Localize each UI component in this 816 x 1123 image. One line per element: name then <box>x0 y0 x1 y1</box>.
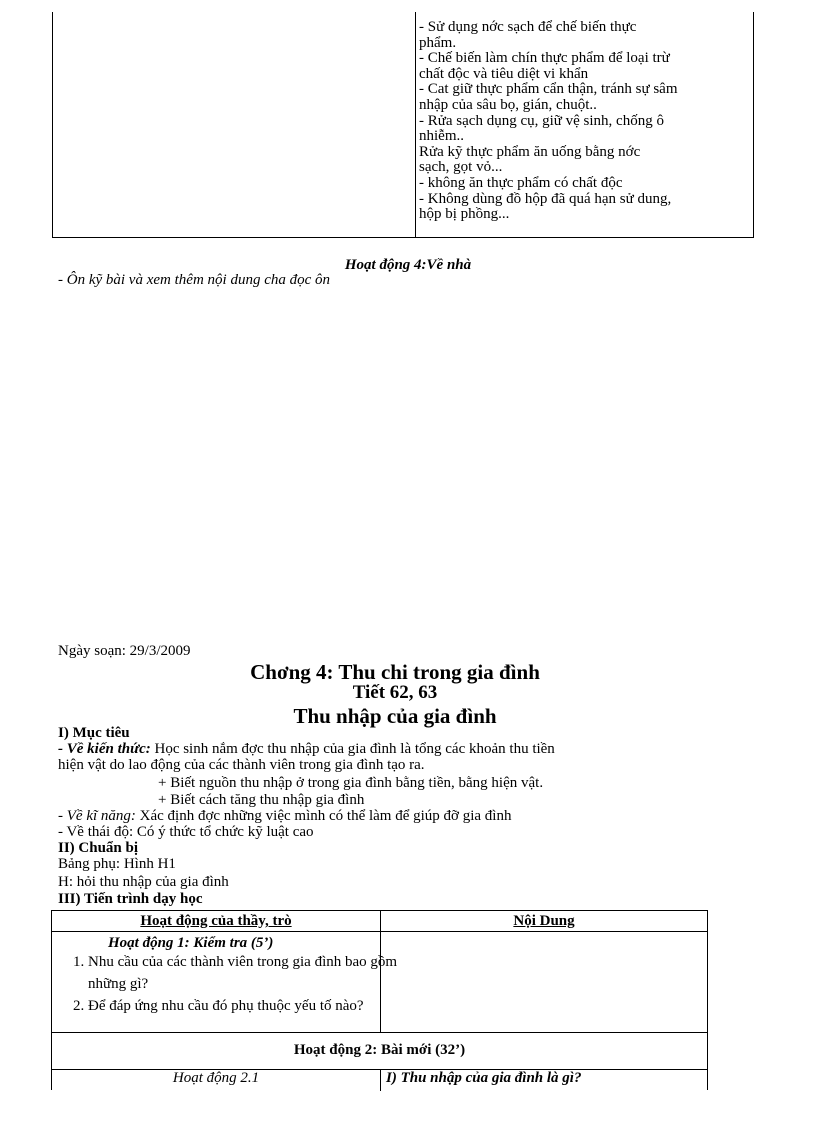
column-header-content: Nội Dung <box>513 913 575 929</box>
section1-title: I) Thu nhập của gia đình là gì? <box>386 1070 582 1086</box>
bullet-1: + Biết nguồn thu nhập ở trong gia đình bằng tiền, bằng hiện vật. <box>158 775 544 791</box>
text-line: - Rửa sạch dụng cụ, giữ vệ sinh, chống ô <box>419 112 664 129</box>
bullet-2: + Biết cách tăng thu nhập gia đình <box>158 792 365 808</box>
text-line: hộp bị phồng... <box>419 206 510 223</box>
preparation-heading: II) Chuẩn bị <box>58 840 139 856</box>
knowledge-text: Học sinh nắm đợc thu nhập của gia đình là tổng các khoản thu tiền <box>150 741 555 757</box>
table-header-rule <box>52 931 707 932</box>
question-list <box>52 951 406 1017</box>
preparation-line-1: Bảng phụ: Hình H1 <box>58 856 176 872</box>
list-item: 2. Để đáp ứng nhu cầu đó phụ thuộc yếu tố nào? <box>88 995 406 1017</box>
process-heading: III) Tiến trình dạy học <box>58 891 203 907</box>
knowledge-line <box>58 741 555 757</box>
date-line: Ngày soạn: 29/3/2009 <box>58 643 191 659</box>
text-line: sạch, gọt vỏ... <box>419 159 503 176</box>
text-line: phẩm. <box>419 34 457 51</box>
skill-text: Xác định đợc những việc mình có thể làm để giúp đỡ gia đình <box>135 808 512 824</box>
attitude-line: - Về thái độ: Có ý thức tổ chức kỹ luật cao <box>58 824 314 840</box>
preparation-line-2: H: hỏi thu nhập của gia đình <box>58 874 229 890</box>
activity1-title: Hoạt động 1: Kiểm tra (5’) <box>108 935 274 951</box>
lesson-number: Tiết 62, 63 <box>352 682 438 703</box>
activity2-title: Hoạt động 2: Bài mới (32’) <box>293 1042 466 1058</box>
text-line: - Không dùng đồ hộp đã quá hạn sử dung, <box>419 190 672 207</box>
text-line: - Chế biến làm chín thực phẩm để loại trừ <box>419 50 670 67</box>
table-right-cell <box>419 20 753 223</box>
text-line: Rửa kỹ thực phẩm ăn uống bằng nớc <box>419 143 641 160</box>
text-line: nhiễm.. <box>419 128 464 145</box>
activity4-title: Hoạt động 4:Về nhà <box>344 257 472 273</box>
list-item: 1. Nhu cầu của các thành viên trong gia đình bao gồm những gì? <box>88 951 406 995</box>
text-line: chất độc và tiêu diệt vi khẩn <box>419 65 589 82</box>
text-line: - không ăn thực phẩm có chất độc <box>419 174 623 191</box>
knowledge-label: - Về kiến thức: <box>58 741 151 757</box>
lesson-table <box>51 910 708 1090</box>
column-header-activity: Hoạt động của thầy, trò <box>140 913 292 929</box>
text-line: - Sử dụng nớc sạch để chế biến thực <box>419 19 637 35</box>
text-line: - Cat giữ thực phẩm cẩn thận, tránh sự sâm <box>419 81 678 98</box>
skill-line <box>58 808 511 824</box>
table-column-divider <box>380 1070 381 1091</box>
text-line: nhập của sâu bọ, gián, chuột.. <box>419 96 597 113</box>
table-row-rule <box>52 1032 707 1033</box>
lesson-title: Thu nhập của gia đình <box>293 704 497 728</box>
continuation-table <box>52 12 754 238</box>
activity4-text: - Ôn kỹ bài và xem thêm nội dung cha đọc ôn <box>58 272 331 288</box>
table-column-divider <box>415 12 416 237</box>
skill-label: - Về kĩ năng: <box>58 808 136 824</box>
knowledge-line-2: hiện vật do lao động của các thành viên trong gia đình tạo ra. <box>58 757 425 773</box>
chapter-title: Chơng 4: Thu chi trong gia đình <box>250 660 540 684</box>
activity21-title: Hoạt động 2.1 <box>172 1070 260 1086</box>
objectives-heading: I) Mục tiêu <box>58 725 130 741</box>
